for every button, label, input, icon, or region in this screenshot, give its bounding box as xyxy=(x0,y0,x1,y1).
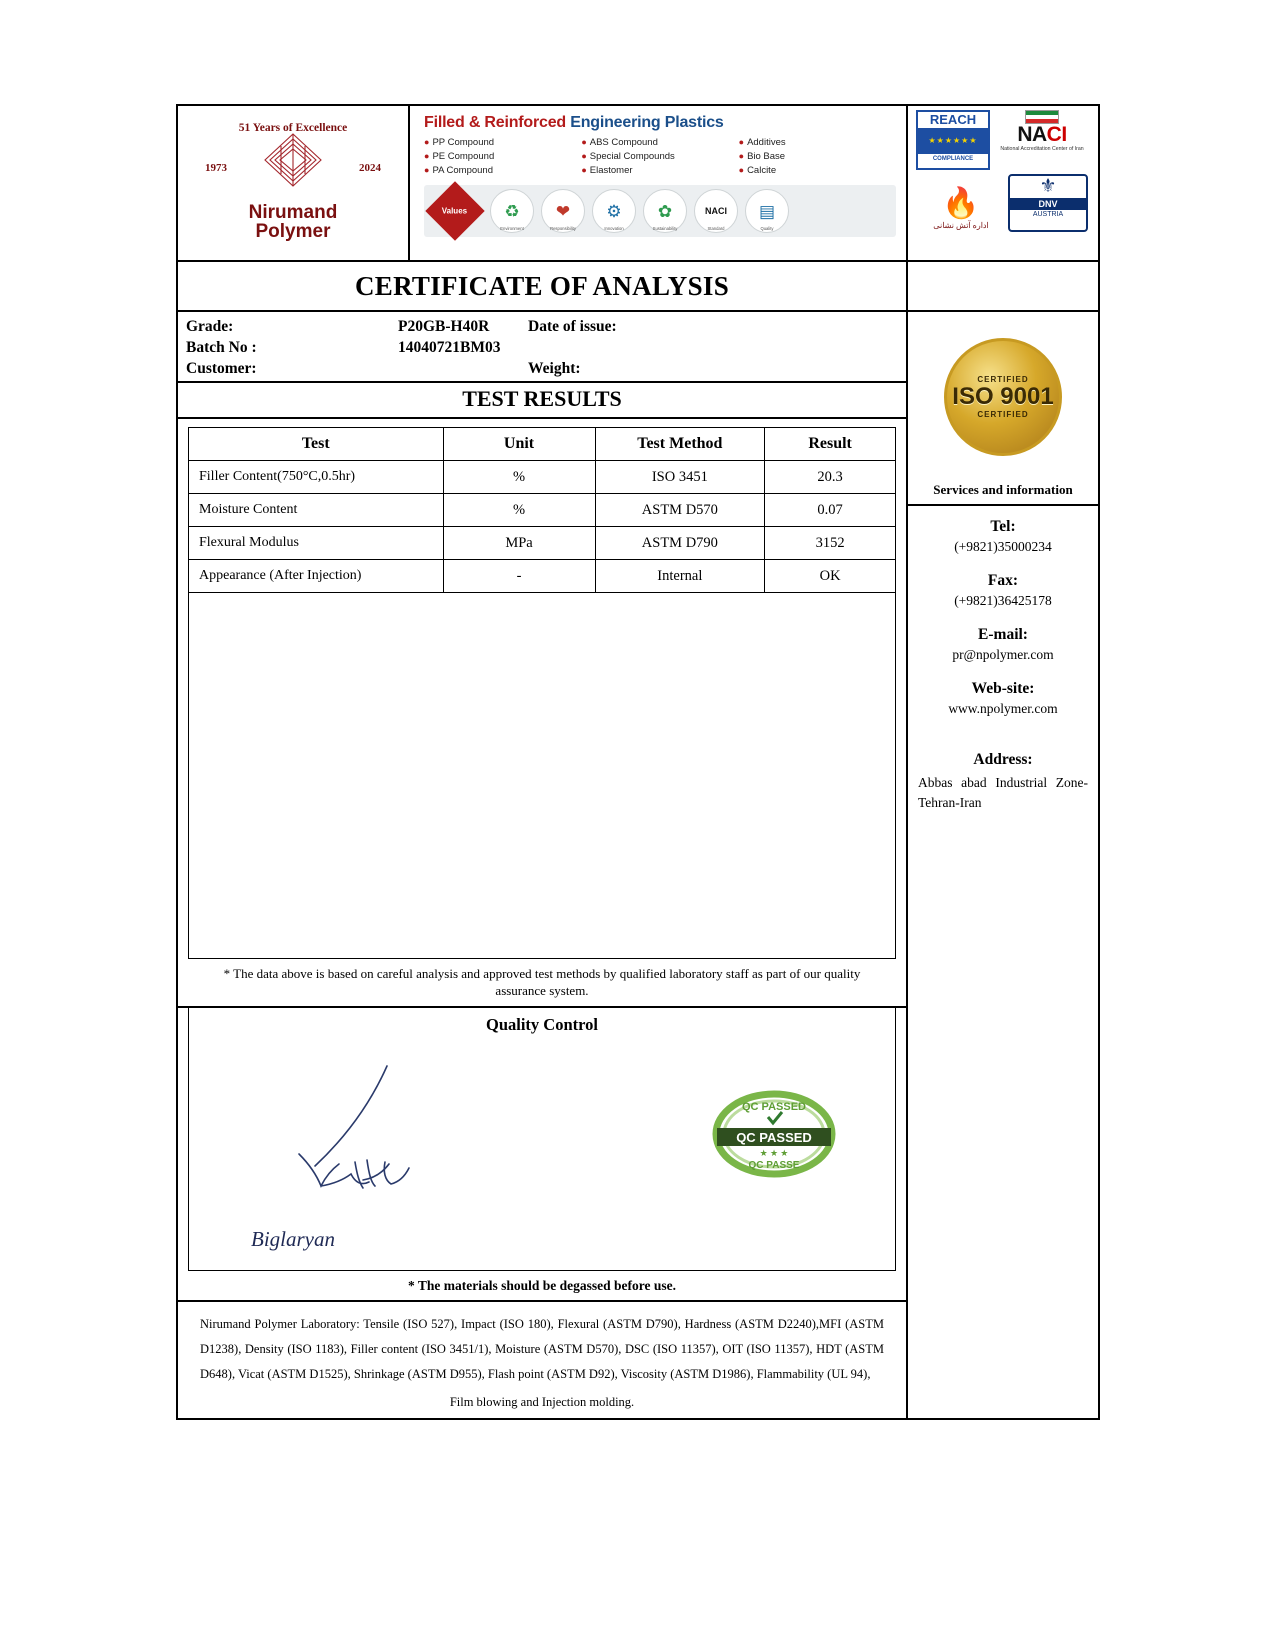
table-header-row xyxy=(189,428,896,461)
iso-bottom-text: CERTIFIED xyxy=(977,410,1029,419)
contact-website-value[interactable]: www.npolymer.com xyxy=(948,701,1058,716)
results-table xyxy=(188,427,896,593)
title-row xyxy=(178,262,1098,312)
heart-hand-icon: ❤ Responsibility xyxy=(541,189,585,233)
naci-word: NACI xyxy=(1017,123,1067,146)
cell-result: 0.07 xyxy=(765,494,896,527)
cell-test: Appearance (After Injection) xyxy=(189,560,444,593)
test-results-heading: TEST RESULTS xyxy=(178,383,906,419)
product-label: ABS Compound xyxy=(589,137,658,148)
iso-top-text: CERTIFIED xyxy=(977,375,1029,384)
product-label: Calcite xyxy=(747,165,777,176)
recycle-icon: ♻ Environment xyxy=(490,189,534,233)
degas-note: * The materials should be degassed before use. xyxy=(178,1273,906,1302)
column-header-test: Test xyxy=(189,428,444,461)
leaf-icon: ✿ Sustainability xyxy=(643,189,687,233)
logo-years xyxy=(193,162,393,174)
svg-text:QC PASSED: QC PASSED xyxy=(736,1130,812,1145)
product-label: Additives xyxy=(747,137,786,148)
quality-control-box xyxy=(188,1008,896,1271)
contact-fax xyxy=(908,572,1098,609)
contact-list xyxy=(908,506,1098,812)
field-row-customer xyxy=(178,358,906,379)
services-heading: Services and information xyxy=(908,482,1098,506)
bullet-icon: ● xyxy=(581,165,587,175)
value-icon-caption: Environment xyxy=(500,226,524,231)
dnv-sub: AUSTRIA xyxy=(1032,211,1064,218)
naci-sub: National Accreditation Center of Iran xyxy=(1000,146,1084,152)
cell-method: ASTM D790 xyxy=(595,527,765,560)
product-label: Special Compounds xyxy=(589,151,675,162)
contact-fax-value: (+9821)36425178 xyxy=(954,593,1052,608)
product-label: PE Compound xyxy=(432,151,495,162)
logo-year-from: 1973 xyxy=(205,162,227,174)
product-column-2 xyxy=(581,137,738,179)
reach-label: REACH xyxy=(929,112,977,127)
reach-sublabel: COMPLIANCE xyxy=(932,156,974,162)
value-icon-caption: Sustainability xyxy=(652,226,678,231)
laboratory-capabilities-last-line: Film blowing and Injection molding. xyxy=(449,1395,635,1409)
product-item xyxy=(424,151,581,162)
laboratory-capabilities: Nirumand Polymer Laboratory: Tensile (ISO 527), Impact (ISO 180), Flexural (ASTM D790), Hardness (ASTM D2240),MFI (ASTM D1238), Density (ISO 1183), Filler content (ISO 3451/1), Moisture (ASTM D570), DSC (ISO 11357), OIT (ISO 11357), HDT (ASTM D648), Vicat (ASTM D1525), Shrinkage (ASTM D955), Flash point (ASTM D92), Viscosity (ASTM D1986), Flammability (UL 94), xyxy=(200,1317,884,1381)
product-banner xyxy=(410,106,908,260)
contact-website[interactable] xyxy=(908,680,1098,717)
table-row xyxy=(189,560,896,593)
qc-passed-stamp-icon xyxy=(699,1086,849,1182)
contact-address xyxy=(908,751,1098,812)
product-label: PP Compound xyxy=(432,137,495,148)
value-icon-caption: Quality xyxy=(760,226,774,231)
logo-arc-text: 51 Years of Excellence xyxy=(238,122,348,134)
grade-value: P20GB-H40R xyxy=(398,317,490,335)
cell-test: Filler Content(750°C,0.5hr) xyxy=(189,461,444,494)
signature-mark xyxy=(259,1058,509,1218)
product-label: PA Compound xyxy=(432,165,493,176)
product-label: Bio Base xyxy=(747,151,786,162)
banner-title-blue: Engineering Plastics xyxy=(566,114,724,131)
cell-test: Moisture Content xyxy=(189,494,444,527)
quality-control-title: Quality Control xyxy=(486,1015,598,1034)
contact-tel xyxy=(908,518,1098,555)
brand-name xyxy=(193,203,393,243)
banner-title-red: Filled & Reinforced xyxy=(424,114,566,131)
field-row-grade xyxy=(178,316,906,337)
company-logo-cell xyxy=(178,106,410,260)
values-strip xyxy=(424,185,896,237)
cell-result: OK xyxy=(765,560,896,593)
contact-tel-value: (+9821)35000234 xyxy=(954,539,1052,554)
product-list xyxy=(424,137,896,179)
cell-method: ISO 3451 xyxy=(595,461,765,494)
cell-unit: % xyxy=(443,494,595,527)
contact-email-label: E-mail: xyxy=(978,626,1028,643)
title-row-spacer xyxy=(908,262,1098,310)
product-column-3 xyxy=(739,137,896,179)
contact-website-label: Web-site: xyxy=(971,680,1035,697)
iran-flag-icon xyxy=(1025,110,1059,124)
value-icon-caption: Standard xyxy=(707,226,725,231)
column-header-unit: Unit xyxy=(443,428,595,461)
fire-badge-caption: اداره آتش نشانی xyxy=(933,221,989,230)
column-header-result: Result xyxy=(765,428,896,461)
main-content xyxy=(178,312,908,1418)
product-item xyxy=(739,151,896,162)
values-diamond xyxy=(425,181,484,240)
table-row xyxy=(189,527,896,560)
date-of-issue-label: Date of issue: xyxy=(528,317,617,335)
logo-year-to: 2024 xyxy=(359,162,381,174)
body-split xyxy=(178,312,1098,1418)
table-row xyxy=(189,494,896,527)
table-row xyxy=(189,461,896,494)
bullet-icon: ● xyxy=(738,137,745,147)
bullet-icon: ● xyxy=(581,151,587,161)
banner-title xyxy=(424,114,896,132)
column-header-method: Test Method xyxy=(595,428,765,461)
contact-address-value: Abbas abad Industrial Zone-Tehran-Iran xyxy=(918,775,1088,810)
results-table-wrap xyxy=(178,419,906,593)
blank-notes-area xyxy=(188,593,896,959)
sidebar xyxy=(908,312,1098,1418)
batch-no-label: Batch No : xyxy=(186,338,257,356)
disclaimer-note: * The data above is based on careful analysis and approved test methods by qualified laboratory staff as part of our quality assurance system. xyxy=(178,959,906,1008)
cell-method: Internal xyxy=(595,560,765,593)
product-column-1 xyxy=(424,137,581,179)
product-item xyxy=(424,165,581,176)
eu-stars-icon: ★★★★★★ xyxy=(918,128,988,154)
contact-fax-label: Fax: xyxy=(987,572,1019,589)
certificates-cell xyxy=(908,106,1098,260)
svg-text:★ ★ ★: ★ ★ ★ xyxy=(759,1148,789,1158)
cell-unit: - xyxy=(443,560,595,593)
dnv-symbol-icon: ⚜ xyxy=(1039,176,1057,197)
weight-label: Weight: xyxy=(528,359,581,377)
naci-icon: NACI Standard xyxy=(694,189,738,233)
bullet-icon: ● xyxy=(424,165,430,175)
product-item xyxy=(739,137,896,148)
customer-label: Customer: xyxy=(186,359,257,377)
contact-email[interactable] xyxy=(908,626,1098,663)
value-icon-caption: Innovation xyxy=(604,226,624,231)
svg-text:QC PASSED: QC PASSED xyxy=(742,1101,806,1113)
cell-method: ASTM D570 xyxy=(595,494,765,527)
product-item xyxy=(581,151,738,162)
cell-unit: MPa xyxy=(443,527,595,560)
bullet-icon: ● xyxy=(424,151,430,161)
product-item xyxy=(739,165,896,176)
product-item xyxy=(581,137,738,148)
iso-main-text: ISO 9001 xyxy=(952,383,1054,410)
grade-label: Grade: xyxy=(186,317,234,335)
iso-9001-badge-icon xyxy=(944,338,1062,456)
product-item xyxy=(581,165,738,176)
product-item xyxy=(424,137,581,148)
dnv-title: DNV xyxy=(1010,198,1086,210)
iso-badge-zone xyxy=(908,312,1098,482)
page-title: CERTIFICATE OF ANALYSIS xyxy=(178,262,908,310)
cell-result: 3152 xyxy=(765,527,896,560)
naci-badge-icon xyxy=(994,110,1090,170)
contact-email-value[interactable]: pr@npolymer.com xyxy=(952,647,1054,662)
values-label: Values xyxy=(442,206,468,216)
value-icon-caption: Responsibility xyxy=(550,226,576,231)
customer-value xyxy=(398,360,528,378)
signature-name: Biglaryan xyxy=(251,1227,335,1251)
bullet-icon: ● xyxy=(581,137,587,147)
dnv-badge-icon xyxy=(1008,174,1088,232)
cell-unit: % xyxy=(443,461,595,494)
bullet-icon: ● xyxy=(738,165,745,175)
batch-no-value: 14040721BM03 xyxy=(398,338,501,356)
flame-icon: 🔥 xyxy=(942,186,980,220)
gear-icon: ⚙ Innovation xyxy=(592,189,636,233)
brand-name-line2: Polymer xyxy=(255,221,331,243)
reach-badge-icon xyxy=(916,110,990,170)
bullet-icon: ● xyxy=(424,137,430,147)
report-icon: ▤ Quality xyxy=(745,189,789,233)
field-row-batch xyxy=(178,337,906,358)
bullet-icon: ● xyxy=(738,151,745,161)
cell-result: 20.3 xyxy=(765,461,896,494)
certificate-fields xyxy=(178,312,906,383)
contact-tel-label: Tel: xyxy=(990,518,1016,535)
certificate-page xyxy=(176,104,1100,1420)
contact-address-label: Address: xyxy=(973,751,1033,768)
diamond-emblem-icon xyxy=(261,132,325,188)
nirumand-polymer-logo xyxy=(193,118,393,248)
fire-safety-badge-icon xyxy=(918,174,1004,232)
svg-text:QC PASSE: QC PASSE xyxy=(748,1160,800,1171)
product-label: Elastomer xyxy=(589,165,633,176)
cell-test: Flexural Modulus xyxy=(189,527,444,560)
document-header xyxy=(178,106,1098,262)
brand-name-line1: Nirumand xyxy=(248,201,338,223)
